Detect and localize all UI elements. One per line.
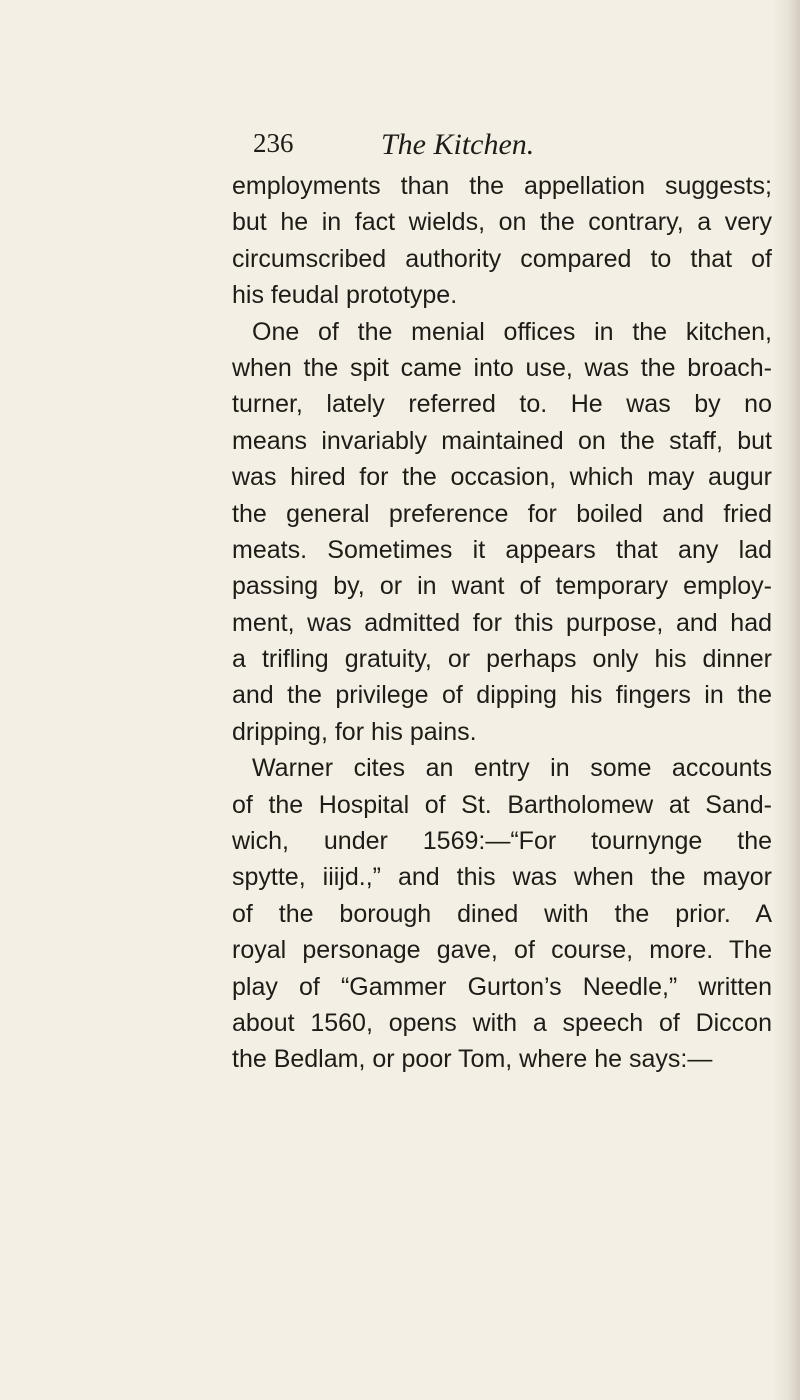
text-line: of the Hospital of St. Bartholomew at Sand-	[232, 790, 772, 819]
text-line: One of the menial offices in the kitchen,	[252, 317, 772, 346]
text-line: the general preference for boiled and fried	[232, 499, 772, 528]
text-line: circumscribed authority compared to that of	[232, 244, 772, 273]
text-line: a trifling gratuity, or perhaps only his dinner	[232, 645, 772, 674]
text-line: about 1560, opens with a speech of Diccon	[232, 1008, 772, 1037]
page-edge-shadow	[772, 0, 800, 1400]
text-line: the Bedlam, or poor Tom, where he says:—	[232, 1045, 713, 1074]
text-line: Warner cites an entry in some accounts	[252, 754, 772, 783]
text-line: means invariably maintained on the staff, but	[232, 426, 772, 455]
text-line: wich, under 1569:—“For tournynge the	[232, 827, 772, 856]
text-line: meats. Sometimes it appears that any lad	[232, 535, 772, 564]
page-number: 236	[253, 128, 294, 158]
text-line: passing by, or in want of temporary employ-	[232, 572, 772, 601]
text-line: of the borough dined with the prior. A	[232, 899, 772, 928]
text-line: turner, lately referred to. He was by no	[232, 390, 772, 419]
text-line: employments than the appellation suggests;	[232, 172, 772, 200]
text-line: ment, was admitted for this purpose, and had	[232, 608, 772, 637]
text-line: dripping, for his pains.	[232, 717, 477, 746]
body-text	[232, 168, 772, 1078]
text-line: royal personage gave, of course, more. The	[232, 936, 772, 965]
text-line: and the privilege of dipping his fingers in the	[232, 681, 772, 710]
text-line: was hired for the occasion, which may augur	[232, 463, 772, 492]
text-line: play of “Gammer Gurton’s Needle,” written	[232, 972, 772, 1001]
text-line: his feudal prototype.	[232, 281, 458, 310]
text-line: but he in fact wields, on the contrary, a very	[232, 208, 772, 237]
text-line: when the spit came into use, was the broach-	[232, 353, 772, 382]
text-line: spytte, iiijd.,” and this was when the mayor	[232, 863, 772, 892]
running-title: The Kitchen.	[381, 128, 535, 161]
